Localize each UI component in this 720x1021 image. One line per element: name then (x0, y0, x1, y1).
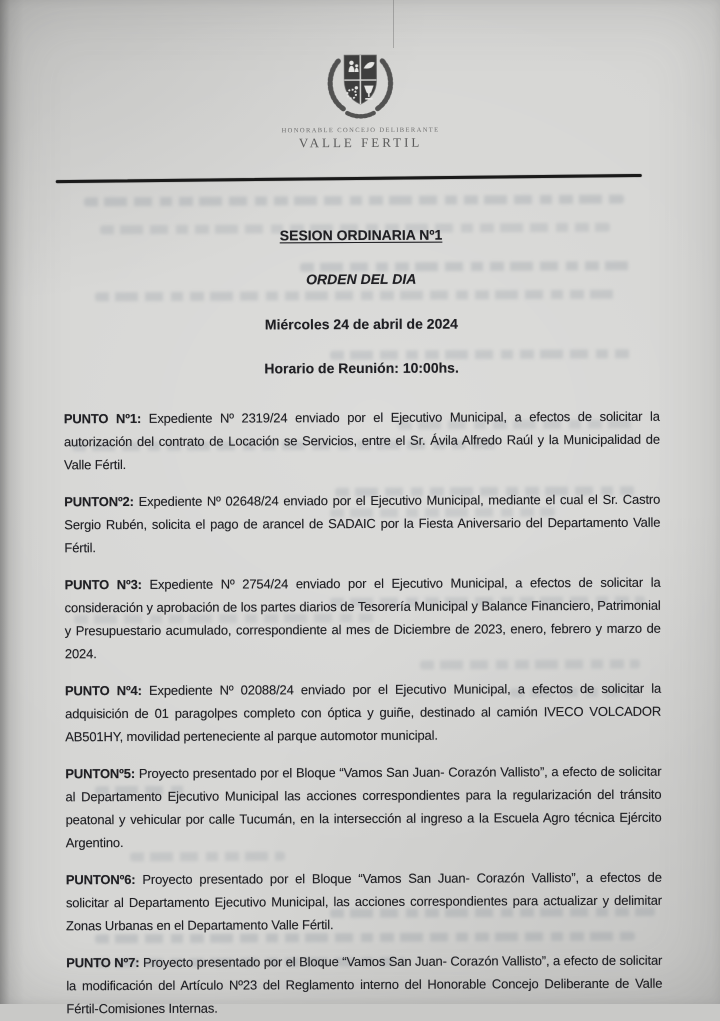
meeting-time: Horario de Reunión: 10:00hs. (64, 356, 660, 382)
agenda-item-text: Expediente Nº 02648/24 enviado por el Ejecutivo Municipal, mediante el cual el Sr. Castro Sergio Rubén, solicita el pago de arancel de SADAIC por la Fiesta Aniversario del Departamento Valle Fértil. (64, 492, 660, 556)
agenda-item (64, 488, 660, 560)
wreath-bottom (347, 113, 373, 116)
agenda-item-text: Proyecto presentado por el Bloque “Vamos San Juan- Corazón Vallisto”, a efecto de solicitar al Departamento Ejecutivo Municipal las acciones correspondientes para la regularización del tránsito peatonal y vehicular por calle Tucumán, en la intersección al ingreso a la Escuela Agro técnica Ejército Argentino. (65, 764, 661, 851)
agenda-item (64, 405, 660, 477)
wreath-right (376, 61, 390, 109)
agenda-item (66, 949, 662, 1021)
agenda-item-text: Proyecto presentado por el Bloque “Vamos San Juan- Corazón Vallisto”, a efectos de solicitar al Departamento Ejecutivo Municipal, las acciones correspondientes para actualizar y delimitar Zonas Urbanas en el Departamento Valle Fértil. (66, 870, 662, 934)
document-body (1, 175, 720, 1020)
organization-name: HONORABLE CONCEJO DELIBERANTE (1, 125, 720, 135)
agenda-item-label: PUNTO Nº4: (65, 683, 142, 698)
agenda-title: ORDEN DEL DIA (63, 267, 659, 293)
agenda-item-label: PUNTONº2: (64, 494, 134, 509)
wreath-left (330, 61, 344, 109)
session-date: Miércoles 24 de abril de 2024 (63, 312, 659, 338)
header-divider-line (56, 174, 642, 183)
agenda-item (66, 866, 662, 938)
agenda-item-text: Expediente Nº 2319/24 enviado por el Ejecutivo Municipal, a efectos de solicitar la autorización del contrato de Locación se Servicios, entre el Sr. Ávila Alfredo Raúl y la Municipalidad de Valle Fértil. (64, 409, 660, 473)
agenda-items (64, 405, 663, 1021)
agenda-item-label: PUNTO Nº1: (64, 411, 141, 426)
agenda-item-text: Expediente Nº 02088/24 enviado por el Ejecutivo Municipal, a efectos de solicitar la adquisición de 01 paragolpes completo con óptica y guiñe, destinado al camión IVECO VOLCADOR AB501HY, movilidad perteneciente al parque automotor municipal. (65, 681, 661, 745)
agenda-item (64, 571, 660, 666)
coat-of-arms-logo (316, 44, 404, 122)
letterhead (0, 0, 720, 153)
agenda-item-label: PUNTONº6: (66, 872, 136, 887)
agenda-item-label: PUNTO Nº7: (66, 955, 139, 970)
organization-place: VALLE FERTIL (1, 133, 720, 152)
agenda-item-label: PUNTO Nº3: (65, 577, 142, 592)
agenda-item (65, 677, 661, 749)
agenda-item-label: PUNTONº5: (65, 766, 135, 781)
agenda-item-text: Proyecto presentado por el Bloque “Vamos San Juan- Corazón Vallisto”, a efecto de solicitar la modificación del Artículo Nº23 del Reglamento interno del Honorable Concejo Deliberante de Valle Fértil-Comisiones Internas. (66, 953, 662, 1017)
agenda-item-text: Expediente Nº 2754/24 enviado por el Ejecutivo Municipal, a efectos de solicitar la consideración y aprobación de los partes diarios de Tesorería Municipal y Balance Financiero, Patrimonial y Presupuestario acumulado, correspondiente al mes de Diciembre de 2023, enero, febrero y marzo de 2024. (65, 575, 661, 662)
agenda-item (65, 760, 661, 855)
session-title: SESION ORDINARIA Nº1 (63, 223, 659, 249)
